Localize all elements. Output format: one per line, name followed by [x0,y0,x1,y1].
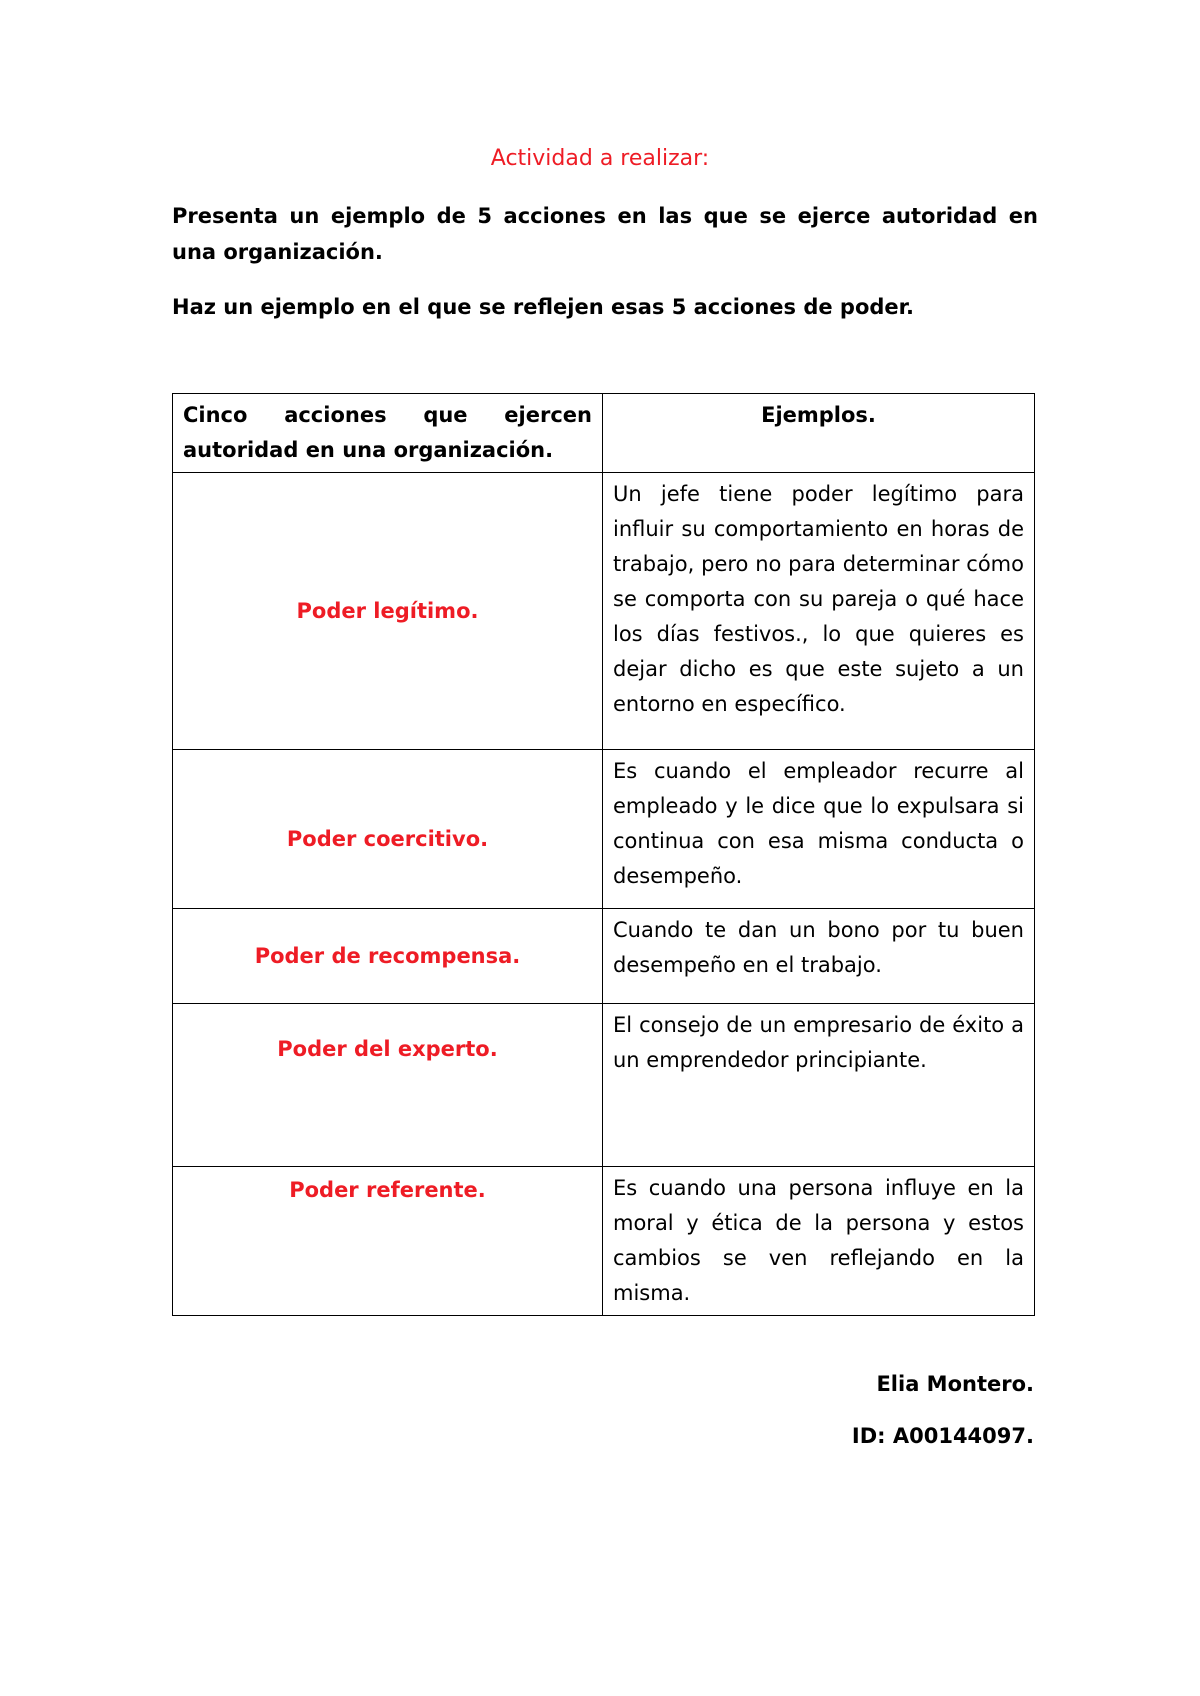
instruction-paragraph-2: Haz un ejemplo en el que se reflejen esas 5 acciones de poder. [172,295,914,319]
power-example-cell: Es cuando el empleador recurre al empleado y le dice que lo expulsara si continua con esa misma conducta o desempeño. [603,750,1035,909]
power-name-cell: Poder legítimo. [173,473,603,750]
header-cell-actions: Cinco acciones que ejercen autoridad en una organización. [173,394,603,473]
power-example-cell: Cuando te dan un bono por tu buen desempeño en el trabajo. [603,909,1035,1004]
power-example-cell: Es cuando una persona influye en la moral y ética de la persona y estos cambios se ven reflejando en la misma. [603,1167,1035,1316]
powers-table [172,393,1035,1316]
power-example-cell: Un jefe tiene poder legítimo para influir su comportamiento en horas de trabajo, pero no para determinar cómo se comporta con su pareja o qué hace los días festivos., lo que quieres es dejar dicho es que este sujeto a un entorno en específico. [603,473,1035,750]
power-name-cell: Poder referente. [173,1167,603,1316]
power-name-cell: Poder del experto. [173,1004,603,1167]
table-row [173,1004,1035,1167]
power-name-cell: Poder de recompensa. [173,909,603,1004]
table-row [173,473,1035,750]
author-name: Elia Montero. [876,1372,1034,1396]
table-row [173,909,1035,1004]
table-row [173,750,1035,909]
power-example-cell: El consejo de un empresario de éxito a un emprendedor principiante. [603,1004,1035,1167]
table-header-row [173,394,1035,473]
instruction-paragraph-1: Presenta un ejemplo de 5 acciones en las que se ejerce autoridad en una organización. [172,204,1038,264]
power-name-cell: Poder coercitivo. [173,750,603,909]
author-id: ID: A00144097. [851,1424,1034,1448]
table-row [173,1167,1035,1316]
activity-title: Actividad a realizar: [490,146,710,171]
header-cell-examples: Ejemplos. [603,394,1035,473]
